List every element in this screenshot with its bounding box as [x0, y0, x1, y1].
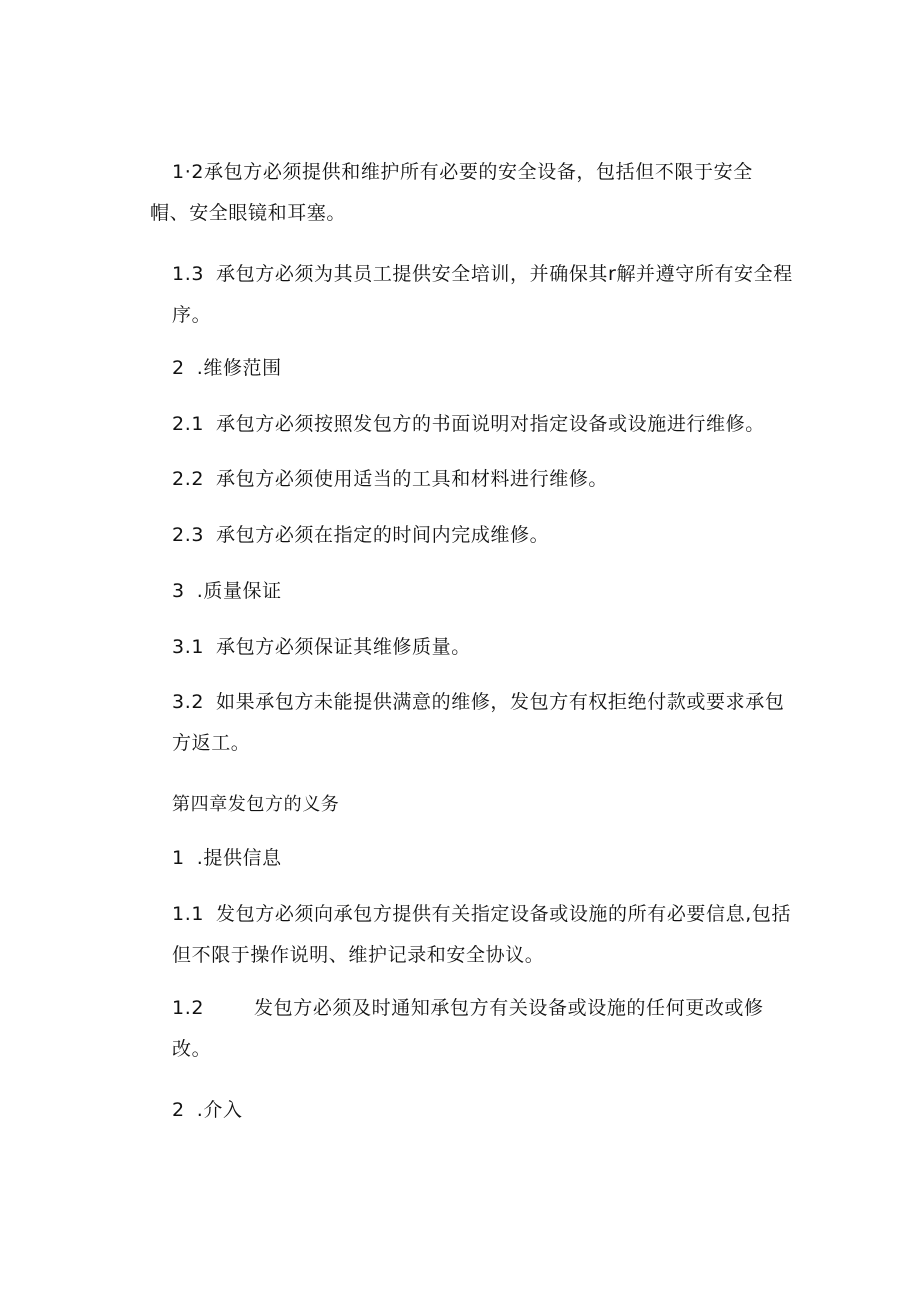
section-3-heading	[172, 571, 772, 612]
clause-4-1-1	[150, 894, 802, 976]
clause-3-2	[150, 682, 802, 764]
clause-2-3-text: 承包方必须在指定的时间内完成维修。	[216, 524, 550, 546]
clause-2-1-number: 2.1	[172, 413, 205, 435]
clause-2-3	[172, 515, 772, 556]
clause-2-2	[172, 459, 772, 500]
clause-4-1-1-text: 发包方必须向承包方提供有关指定设备或设施的所有必要信息,包括但不限于操作说明、维护记录和安全协议。	[172, 903, 792, 966]
section-4-2-number: 2	[172, 1099, 185, 1121]
clause-2-1-text: 承包方必须按照发包方的书面说明对指定设备或设施进行维修。	[216, 413, 765, 435]
clause-4-1-2-number: 1.2	[172, 997, 205, 1019]
section-4-1-title: .提供信息	[196, 847, 282, 869]
clause-1-3	[150, 254, 802, 336]
clause-3-1-number: 3.1	[172, 636, 205, 658]
clause-1-3-text: 承包方必须为其员工提供安全培训，并确保其r解并遵守所有安全程序。	[172, 263, 793, 326]
clause-3-2-text: 如果承包方未能提供满意的维修，发包方有权拒绝付款或要求承包方返工。	[172, 691, 785, 754]
clause-4-1-1-number: 1.1	[172, 903, 205, 925]
clause-3-2-number: 3.2	[172, 691, 205, 713]
section-4-1-number: 1	[172, 847, 185, 869]
clause-4-1-2-text: 发包方必须及时通知承包方有关设备或设施的任何更改或修改。	[172, 997, 764, 1060]
clause-1-2	[150, 152, 780, 234]
clause-2-2-number: 2.2	[172, 468, 205, 490]
section-2-title: .维修范围	[196, 357, 282, 379]
section-2-heading	[172, 348, 772, 389]
section-4-2-title: .介入	[196, 1099, 243, 1121]
section-4-2-heading	[172, 1090, 772, 1131]
clause-2-2-text: 承包方必须使用适当的工具和材料进行维修。	[216, 468, 609, 490]
clause-3-1-text: 承包方必须保证其维修质量。	[216, 636, 471, 658]
chapter-4-title: 第四章发包方的义务	[172, 794, 340, 815]
chapter-4-heading	[172, 784, 772, 825]
clause-1-3-number: 1.3	[172, 263, 205, 285]
clause-3-1	[172, 627, 772, 668]
clause-4-1-2	[150, 988, 802, 1070]
section-3-title: .质量保证	[196, 580, 282, 602]
clause-2-1	[172, 404, 772, 445]
clause-1-2-text: 1·2承包方必须提供和维护所有必要的安全设备，包括但不限于安全帽、安全眼镜和耳塞。	[150, 161, 753, 224]
clause-2-3-number: 2.3	[172, 524, 205, 546]
section-4-1-heading	[172, 838, 772, 879]
section-3-number: 3	[172, 580, 185, 602]
section-2-number: 2	[172, 357, 185, 379]
